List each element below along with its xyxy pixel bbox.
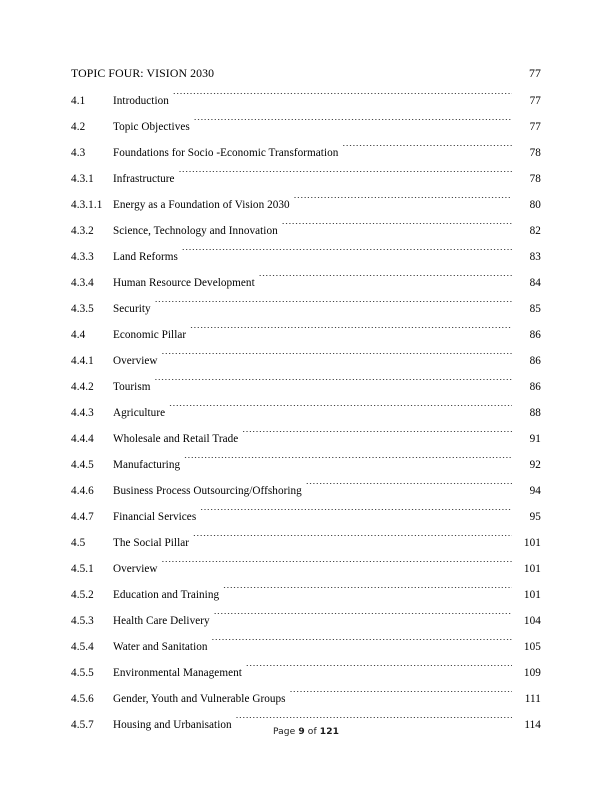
page-footer bbox=[0, 727, 612, 737]
toc-entry-number: 4.4.5 bbox=[71, 459, 94, 471]
toc-heading-row[interactable] bbox=[71, 58, 541, 88]
toc-entry-page-number: 80 bbox=[529, 199, 541, 211]
toc-entry-number: 4.4.2 bbox=[71, 381, 94, 393]
toc-entry-page-number: 83 bbox=[529, 251, 541, 263]
toc-entry-page-number: 95 bbox=[529, 511, 541, 523]
toc-entry-page-number: 101 bbox=[523, 537, 541, 549]
toc-heading-page-number: 77 bbox=[529, 66, 541, 80]
toc-entry-number: 4.4.1 bbox=[71, 355, 94, 367]
toc-entry-page-number: 86 bbox=[529, 355, 541, 367]
toc-entry-page-number: 111 bbox=[524, 693, 541, 705]
dot-leader bbox=[212, 639, 512, 650]
footer-current-page: 9 bbox=[298, 727, 305, 737]
dot-leader bbox=[294, 197, 512, 208]
toc-entry-number: 4.5.5 bbox=[71, 667, 94, 679]
toc-entry-row[interactable] bbox=[71, 270, 541, 296]
toc-entry-title: Land Reforms bbox=[113, 251, 178, 263]
toc-entry-page-number: 104 bbox=[523, 615, 541, 627]
toc-entry-row[interactable] bbox=[71, 504, 541, 530]
toc-heading-title: TOPIC FOUR: VISION 2030 bbox=[71, 66, 215, 80]
dot-leader bbox=[246, 665, 512, 676]
dot-leader bbox=[214, 65, 512, 77]
dot-leader bbox=[242, 431, 512, 442]
footer-prefix: Page bbox=[272, 727, 296, 737]
toc-entry-page-number: 78 bbox=[529, 173, 541, 185]
toc-entry-number: 4.2 bbox=[71, 121, 86, 133]
dot-leader bbox=[155, 301, 512, 312]
toc-entry-page-number: 86 bbox=[529, 381, 541, 393]
toc-entry-number: 4.5.7 bbox=[71, 719, 94, 731]
toc-entry-row[interactable] bbox=[71, 374, 541, 400]
toc-entry-row[interactable] bbox=[71, 478, 541, 504]
toc-entry-row[interactable] bbox=[71, 400, 541, 426]
toc-entry-row[interactable] bbox=[71, 296, 541, 322]
toc-entry-title: Wholesale and Retail Trade bbox=[113, 433, 239, 445]
toc-entry-title: Education and Training bbox=[113, 589, 220, 601]
toc-entry-row[interactable] bbox=[71, 322, 541, 348]
toc-entry-page-number: 94 bbox=[529, 485, 541, 497]
toc-entry-title: Science, Technology and Innovation bbox=[113, 225, 278, 237]
dot-leader bbox=[290, 691, 512, 702]
toc-entry-number: 4.3.4 bbox=[71, 277, 94, 289]
toc-entry-title: Human Resource Development bbox=[113, 277, 255, 289]
dot-leader bbox=[200, 509, 512, 520]
toc-entry-row[interactable] bbox=[71, 556, 541, 582]
dot-leader bbox=[194, 119, 512, 130]
toc-entry-title: Foundations for Socio -Economic Transformation bbox=[113, 147, 339, 159]
toc-entry-title: Health Care Delivery bbox=[113, 615, 210, 627]
table-of-contents bbox=[71, 58, 541, 738]
toc-entry-row[interactable] bbox=[71, 140, 541, 166]
toc-entry-title: Business Process Outsourcing/Offshoring bbox=[113, 485, 302, 497]
toc-entry-number: 4.5.4 bbox=[71, 641, 94, 653]
dot-leader bbox=[162, 561, 512, 572]
toc-entry-page-number: 85 bbox=[529, 303, 541, 315]
toc-entry-row[interactable] bbox=[71, 426, 541, 452]
toc-entry-title: Overview bbox=[113, 355, 158, 367]
toc-entry-title: Financial Services bbox=[113, 511, 197, 523]
toc-entry-title: Water and Sanitation bbox=[113, 641, 208, 653]
toc-entry-page-number: 86 bbox=[529, 329, 541, 341]
dot-leader bbox=[193, 535, 512, 546]
toc-entry-page-number: 82 bbox=[529, 225, 541, 237]
toc-entry-page-number: 92 bbox=[529, 459, 541, 471]
toc-entry-page-number: 105 bbox=[523, 641, 541, 653]
toc-entry-title: Tourism bbox=[113, 381, 151, 393]
dot-leader bbox=[169, 405, 512, 416]
toc-entry-number: 4.3.1 bbox=[71, 173, 94, 185]
dot-leader bbox=[214, 613, 512, 624]
toc-entry-title: Infrastructure bbox=[113, 173, 175, 185]
dot-leader bbox=[179, 171, 512, 182]
dot-leader bbox=[173, 93, 512, 104]
toc-entry-title: Agriculture bbox=[113, 407, 166, 419]
dot-leader bbox=[259, 275, 512, 286]
toc-entry-title: Manufacturing bbox=[113, 459, 181, 471]
toc-entry-title: The Social Pillar bbox=[113, 537, 190, 549]
toc-entry-number: 4.3.3 bbox=[71, 251, 94, 263]
dot-leader bbox=[282, 223, 512, 234]
toc-entry-number: 4.5.2 bbox=[71, 589, 94, 601]
footer-separator: of bbox=[307, 727, 317, 737]
toc-entry-page-number: 114 bbox=[524, 719, 541, 731]
dot-leader bbox=[182, 249, 512, 260]
toc-entry-number: 4.4.4 bbox=[71, 433, 94, 445]
toc-entry-row[interactable] bbox=[71, 166, 541, 192]
toc-entry-row[interactable] bbox=[71, 348, 541, 374]
dot-leader bbox=[306, 483, 512, 494]
toc-entry-page-number: 88 bbox=[529, 407, 541, 419]
toc-entry-title: Overview bbox=[113, 563, 158, 575]
toc-entry-number: 4.4.3 bbox=[71, 407, 94, 419]
toc-entry-page-number: 77 bbox=[529, 95, 541, 107]
toc-entry-list bbox=[71, 88, 541, 738]
dot-leader bbox=[162, 353, 512, 364]
toc-entry-title: Economic Pillar bbox=[113, 329, 187, 341]
toc-entry-number: 4.3.1.1 bbox=[71, 199, 103, 211]
toc-entry-row[interactable] bbox=[71, 114, 541, 140]
toc-entry-row[interactable] bbox=[71, 530, 541, 556]
toc-entry-title: Security bbox=[113, 303, 151, 315]
toc-entry-number: 4.5.3 bbox=[71, 615, 94, 627]
toc-entry-title: Energy as a Foundation of Vision 2030 bbox=[113, 199, 290, 211]
toc-entry-number: 4.3 bbox=[71, 147, 86, 159]
footer-total-pages: 121 bbox=[319, 727, 340, 737]
toc-entry-title: Gender, Youth and Vulnerable Groups bbox=[113, 693, 286, 705]
toc-entry-number: 4.3.2 bbox=[71, 225, 94, 237]
toc-entry-page-number: 77 bbox=[529, 121, 541, 133]
dot-leader bbox=[184, 457, 512, 468]
toc-entry-number: 4.5.6 bbox=[71, 693, 94, 705]
toc-entry-number: 4.4.7 bbox=[71, 511, 94, 523]
toc-entry-title: Housing and Urbanisation bbox=[113, 719, 232, 731]
toc-entry-row[interactable] bbox=[71, 582, 541, 608]
toc-entry-title: Topic Objectives bbox=[113, 121, 190, 133]
toc-entry-row[interactable] bbox=[71, 452, 541, 478]
toc-entry-page-number: 91 bbox=[529, 433, 541, 445]
toc-entry-row[interactable] bbox=[71, 660, 541, 686]
toc-entry-row[interactable] bbox=[71, 88, 541, 114]
toc-entry-number: 4.4.6 bbox=[71, 485, 94, 497]
toc-entry-number: 4.5.1 bbox=[71, 563, 94, 575]
toc-entry-number: 4.1 bbox=[71, 95, 86, 107]
dot-leader bbox=[223, 587, 512, 598]
toc-entry-page-number: 101 bbox=[523, 563, 541, 575]
toc-entry-number: 4.4 bbox=[71, 329, 86, 341]
dot-leader bbox=[342, 145, 512, 156]
toc-entry-number: 4.5 bbox=[71, 537, 86, 549]
toc-entry-title: Environmental Management bbox=[113, 667, 242, 679]
toc-entry-row[interactable] bbox=[71, 608, 541, 634]
toc-entry-page-number: 101 bbox=[523, 589, 541, 601]
toc-entry-title: Introduction bbox=[113, 95, 169, 107]
dot-leader bbox=[190, 327, 512, 338]
toc-entry-number: 4.3.5 bbox=[71, 303, 94, 315]
toc-entry-row[interactable] bbox=[71, 218, 541, 244]
toc-entry-row[interactable] bbox=[71, 192, 541, 218]
toc-entry-row[interactable] bbox=[71, 634, 541, 660]
toc-entry-page-number: 78 bbox=[529, 147, 541, 159]
toc-entry-row[interactable] bbox=[71, 244, 541, 270]
dot-leader bbox=[154, 379, 512, 390]
toc-entry-row[interactable] bbox=[71, 686, 541, 712]
toc-entry-page-number: 109 bbox=[523, 667, 541, 679]
toc-entry-page-number: 84 bbox=[529, 277, 541, 289]
